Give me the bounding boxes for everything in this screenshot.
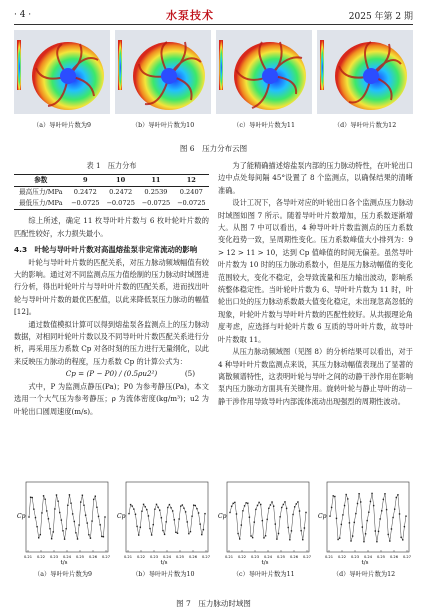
table-header-cell: 11 <box>151 176 161 185</box>
x-tick-label: 0.25 <box>176 555 185 559</box>
pressure-table <box>14 174 209 210</box>
data-point <box>240 524 241 525</box>
data-point <box>51 538 52 539</box>
data-point <box>244 505 245 506</box>
data-point <box>252 537 253 538</box>
data-point <box>138 534 139 535</box>
data-point <box>193 504 194 505</box>
data-point <box>171 507 172 508</box>
data-point <box>256 505 257 506</box>
data-point <box>281 507 282 508</box>
data-point <box>158 507 159 508</box>
data-point <box>277 533 278 534</box>
data-point <box>273 506 274 507</box>
paragraph: 设计工况下，各导叶对应的叶轮出口各个监测点压力脉动时域图如图 7 所示。随着导叶叶片数增加，压力系数逐渐增大。从图 7 中可以看出，4 种导叶叶片数监测点的压力系数变化趋势一致，呈周期性变化。压力系数峰值大小排列为：9 > 12 > 11 > 10，达到 Cp 值峰值的时间无偏差。虽然导叶叶片数为 10 时的压力脉动系数小，但是压力脉动幅值的变化范围较大，变化不稳定，会导致流量和压力输出波动，影响系统整体稳定性。当叶轮叶片数为 6、导叶叶片数为 11 时，叶轮出口处的压力脉动系数最大值变化稳定，未出现忽高忽低的现象，叶轮叶片数与导叶叶片数的匹配性较好。从共振理论角度考虑，应选择与叶轮叶片数 6 互质的导叶叶片数，故导叶叶片数取 11。 <box>218 198 413 344</box>
data-point <box>237 533 238 534</box>
data-point <box>284 501 285 502</box>
data-point <box>166 521 167 522</box>
series-line <box>230 502 306 540</box>
data-point <box>235 513 236 514</box>
x-tick-label: 0.25 <box>276 555 285 559</box>
series-line <box>129 504 205 535</box>
issue-label: 2025 年第 2 期 <box>348 11 413 22</box>
data-point <box>130 504 131 505</box>
series-line <box>330 493 406 541</box>
data-point <box>360 501 361 502</box>
data-point <box>98 516 99 517</box>
x-tick-label: 0.21 <box>23 555 33 559</box>
data-point <box>404 526 405 527</box>
data-point <box>179 518 180 519</box>
data-point <box>295 503 296 504</box>
x-tick-label: 0.22 <box>36 555 46 559</box>
data-point <box>85 515 86 516</box>
data-point <box>260 504 261 505</box>
data-point <box>265 535 266 536</box>
figure6-panel-d <box>317 30 413 138</box>
data-point <box>276 538 277 539</box>
data-point <box>386 509 387 510</box>
data-point <box>61 519 62 520</box>
data-point <box>371 493 372 494</box>
data-point <box>255 509 256 510</box>
data-point <box>54 508 55 509</box>
y-axis-label: Cp <box>117 513 126 520</box>
table-row <box>14 198 209 210</box>
data-point <box>182 504 183 505</box>
data-point <box>232 503 233 504</box>
data-point <box>28 516 29 517</box>
data-point <box>87 522 88 523</box>
data-point <box>279 516 280 517</box>
data-point <box>142 511 143 512</box>
data-point <box>305 512 306 513</box>
data-point <box>163 530 164 531</box>
figure6-panel-b <box>115 30 211 138</box>
figure7 <box>14 478 413 590</box>
time-domain-plot <box>315 478 413 566</box>
data-point <box>90 537 91 538</box>
data-point <box>242 510 243 511</box>
data-point <box>41 512 42 513</box>
table-cell: 0.2472 <box>109 188 133 197</box>
data-point <box>302 539 303 540</box>
panel-label: （c）导叶叶片数为11 <box>233 122 295 129</box>
data-point <box>70 503 71 504</box>
data-point <box>362 526 363 527</box>
data-point <box>49 528 50 529</box>
x-tick-label: 0.26 <box>189 555 198 559</box>
data-point <box>231 506 232 507</box>
data-point <box>394 508 395 509</box>
data-point <box>345 494 346 495</box>
section-heading: 4.3 叶轮与导叶叶片数对高温熔盐泵非定常流动的影响 <box>14 245 198 255</box>
data-point <box>383 499 384 500</box>
data-point <box>370 501 371 502</box>
data-point <box>400 537 401 538</box>
data-point <box>195 505 196 506</box>
data-point <box>43 495 44 496</box>
data-point <box>172 510 173 511</box>
figure6-panel-a <box>14 30 110 138</box>
panel-label: （b）导叶叶片数为10 <box>132 571 195 578</box>
y-axis-label: Cp <box>217 513 227 520</box>
equation-number: (5) <box>184 369 195 379</box>
x-tick-label: 0.21 <box>124 555 133 559</box>
time-domain-plot <box>114 478 212 566</box>
x-tick-label: 0.25 <box>376 555 385 559</box>
data-point <box>177 533 178 534</box>
data-point <box>200 523 201 524</box>
x-axis-label: t/s <box>160 560 168 566</box>
data-point <box>197 508 198 509</box>
data-point <box>331 507 332 508</box>
data-point <box>176 532 177 533</box>
data-point <box>355 513 356 514</box>
data-point <box>91 520 92 521</box>
data-point <box>129 513 130 514</box>
paragraph: 通过数值模拟计算可以得到熔盐泵各监测点上的压力脉动数据，对相同叶轮叶片数以及不同导叶叶片数匹配关系进行分析，再采用压力系数 Cp 对各时刻的压力进行无量纲化，以此来反映压力脉动的程度，压力系数 Cp 的计算公式为： <box>14 319 209 366</box>
x-tick-label: 0.22 <box>137 555 146 559</box>
data-point <box>373 505 374 506</box>
data-point <box>266 519 267 520</box>
data-point <box>384 493 385 494</box>
data-point <box>101 536 102 537</box>
figure7-panel-b <box>114 478 212 590</box>
data-point <box>387 534 388 535</box>
data-point <box>268 508 269 509</box>
data-point <box>350 540 351 541</box>
data-point <box>167 507 168 508</box>
x-tick-label: 0.27 <box>101 555 111 559</box>
x-tick-label: 0.25 <box>75 555 85 559</box>
data-point <box>103 536 104 537</box>
header-rule <box>14 24 413 25</box>
table-cell: 0.2539 <box>144 188 168 197</box>
data-point <box>300 530 301 531</box>
paragraph: 综上所述，确定 11 枚导叶叶片数与 6 枚叶轮叶片数的匹配性较好，水力损失最小。 <box>14 216 209 238</box>
data-point <box>95 496 96 497</box>
x-tick-label: 0.21 <box>324 555 333 559</box>
x-tick-label: 0.26 <box>389 555 398 559</box>
panel-label: （b）导叶叶片数为10 <box>131 122 195 129</box>
data-point <box>363 541 364 542</box>
table-header-cell: 10 <box>116 176 126 185</box>
paragraph: 为了能精确描述熔盐泵内部的压力脉动特性，在叶轮出口边中点处每间隔 45°设置了 8 个监测点，以确保结果的清晰准确。 <box>218 161 413 195</box>
data-point <box>234 502 235 503</box>
x-tick-label: 0.26 <box>289 555 298 559</box>
data-point <box>46 510 47 511</box>
table-cell: 0.2472 <box>73 188 97 197</box>
table-cell: −0.0725 <box>106 199 135 208</box>
figure6-caption: 图 6 压力分布云图 <box>179 144 248 153</box>
data-point <box>132 505 133 506</box>
data-point <box>391 528 392 529</box>
figure7-panel-d <box>315 478 413 590</box>
data-point <box>282 504 283 505</box>
right-column <box>218 160 413 408</box>
table-header-cell: 12 <box>186 176 196 185</box>
data-point <box>344 505 345 506</box>
data-point <box>349 522 350 523</box>
data-point <box>174 519 175 520</box>
data-point <box>75 532 76 533</box>
data-point <box>269 504 270 505</box>
figure7-panel-c <box>215 478 313 590</box>
data-point <box>65 528 66 529</box>
data-point <box>389 540 390 541</box>
data-point <box>365 533 366 534</box>
data-point <box>64 538 65 539</box>
data-point <box>376 541 377 542</box>
data-point <box>53 531 54 532</box>
data-point <box>190 531 191 532</box>
data-point <box>329 515 330 516</box>
time-domain-plot <box>14 478 112 566</box>
data-point <box>337 539 338 540</box>
page-number: · 4 · <box>14 10 32 20</box>
data-point <box>187 521 188 522</box>
data-point <box>298 510 299 511</box>
series-line <box>29 495 105 539</box>
data-point <box>99 524 100 525</box>
data-point <box>74 521 75 522</box>
data-point <box>248 517 249 518</box>
data-point <box>205 513 206 514</box>
x-axis-label: t/s <box>261 560 269 566</box>
data-point <box>137 526 138 527</box>
x-tick-label: 0.24 <box>163 555 172 559</box>
data-point <box>239 538 240 539</box>
data-point <box>297 501 298 502</box>
data-point <box>56 494 57 495</box>
data-point <box>198 512 199 513</box>
data-point <box>397 494 398 495</box>
panel-label: （a）导叶叶片数为9 <box>33 571 93 578</box>
x-tick-label: 0.26 <box>88 555 98 559</box>
data-point <box>104 516 105 517</box>
data-point <box>148 515 149 516</box>
y-axis-label: Cp <box>17 513 26 520</box>
data-point <box>143 504 144 505</box>
figure6 <box>14 30 413 138</box>
data-point <box>229 512 230 513</box>
equation-body: Cp = (P − P0) / (0.5ρu2²) <box>65 369 158 379</box>
data-point <box>180 505 181 506</box>
table-row <box>14 187 209 199</box>
data-point <box>78 524 79 525</box>
x-tick-label: 0.27 <box>402 555 411 559</box>
data-point <box>347 498 348 499</box>
table-header-cell: 9 <box>82 176 88 185</box>
data-point <box>36 526 37 527</box>
data-point <box>44 499 45 500</box>
table-cell: −0.0725 <box>70 199 100 208</box>
pressure-contour-image <box>317 30 413 114</box>
data-point <box>72 513 73 514</box>
data-point <box>290 530 291 531</box>
figure7-caption: 图 7 压力脉动时域图 <box>176 599 251 608</box>
data-point <box>48 518 49 519</box>
paragraph: 叶轮与导叶叶片数的匹配关系，对压力脉动频域幅值有较大的影响。通过对不同监测点压力值绘制的压力脉动时域图进行分析，得出叶轮叶片与导叶叶片数的匹配关系，进而找出叶轮与导叶叶片数的最优匹配值，以此来降低泵压力脉动的幅值[12]。 <box>14 257 209 317</box>
data-point <box>375 530 376 531</box>
x-tick-label: 0.23 <box>49 555 59 559</box>
data-point <box>287 527 288 528</box>
x-tick-label: 0.23 <box>350 555 359 559</box>
data-point <box>192 516 193 517</box>
data-point <box>354 522 355 523</box>
panel-label: （c）导叶叶片数为11 <box>232 571 295 578</box>
table-cell: 最高压力/MPa <box>19 188 63 197</box>
data-point <box>62 530 63 531</box>
data-point <box>368 512 369 513</box>
data-point <box>379 518 380 519</box>
data-point <box>83 505 84 506</box>
page-header <box>14 6 413 24</box>
data-point <box>155 508 156 509</box>
data-point <box>188 533 189 534</box>
data-point <box>358 493 359 494</box>
data-point <box>289 539 290 540</box>
data-point <box>201 534 202 535</box>
table1-caption: 表 1 压力分布 <box>86 161 137 170</box>
data-point <box>271 501 272 502</box>
data-point <box>30 497 31 498</box>
pressure-contour-image <box>115 30 211 114</box>
data-point <box>342 514 343 515</box>
panel-label: （d）导叶叶片数为12 <box>332 571 396 578</box>
data-point <box>80 501 81 502</box>
x-tick-label: 0.21 <box>224 555 233 559</box>
table-cell: 0.2407 <box>179 188 203 197</box>
data-point <box>32 497 33 498</box>
table-cell: 最低压力/MPa <box>19 199 63 208</box>
data-point <box>261 520 262 521</box>
data-point <box>159 510 160 511</box>
data-point <box>133 508 134 509</box>
data-point <box>93 499 94 500</box>
data-point <box>33 508 34 509</box>
data-point <box>263 537 264 538</box>
data-point <box>185 511 186 512</box>
left-column <box>14 160 209 418</box>
data-point <box>59 512 60 513</box>
data-point <box>150 528 151 529</box>
paragraph: 式中，P 为监测点静压(Pa)；P0 为参考静压(Pa)，本文选用一个大气压为参考静压；ρ 为流体密度(kg/m³)；u2 为叶轮出口圆周速度(m/s)。 <box>14 381 209 416</box>
data-point <box>96 507 97 508</box>
pressure-contour-image <box>216 30 312 114</box>
x-tick-label: 0.24 <box>363 555 372 559</box>
paragraph: 从压力脉动频域图（见图 8）的分析结果可以看出，对于 4 种导叶叶片数监测点来说，其压力脉动幅值表现出了显著的离散频谱特性，这表明叶轮与导叶之间的动静干涉作用在影响泵内压力脉动方面具有关键作用。旋转叶轮与静止导叶的动－静干涉作用导致导叶内部流体流动出现强烈的周期性波动。 <box>218 347 413 406</box>
data-point <box>258 502 259 503</box>
data-point <box>378 531 379 532</box>
x-tick-label: 0.27 <box>302 555 311 559</box>
data-point <box>294 506 295 507</box>
journal-name: 水泵技术 <box>165 9 214 22</box>
data-point <box>156 504 157 505</box>
data-point <box>35 517 36 518</box>
data-point <box>247 503 248 504</box>
data-point <box>77 538 78 539</box>
table-cell: −0.0725 <box>177 199 206 208</box>
data-point <box>67 505 68 506</box>
data-point <box>303 527 304 528</box>
data-point <box>140 527 141 528</box>
data-point <box>334 496 335 497</box>
data-point <box>203 529 204 530</box>
data-point <box>396 497 397 498</box>
data-point <box>57 501 58 502</box>
data-point <box>366 520 367 521</box>
data-point <box>286 508 287 509</box>
x-tick-label: 0.27 <box>202 555 211 559</box>
data-point <box>38 537 39 538</box>
data-point <box>357 503 358 504</box>
equation <box>14 368 209 380</box>
data-point <box>146 509 147 510</box>
x-tick-label: 0.24 <box>62 555 72 559</box>
data-point <box>250 535 251 536</box>
time-domain-plot <box>215 478 313 566</box>
data-point <box>164 534 165 535</box>
figure6-panel-c <box>216 30 312 138</box>
data-point <box>169 504 170 505</box>
table-cell: −0.0725 <box>141 199 171 208</box>
data-point <box>336 518 337 519</box>
data-point <box>69 494 70 495</box>
x-tick-label: 0.23 <box>250 555 259 559</box>
data-point <box>184 508 185 509</box>
data-point <box>352 535 353 536</box>
data-point <box>333 495 334 496</box>
x-tick-label: 0.24 <box>263 555 272 559</box>
data-point <box>88 534 89 535</box>
data-point <box>381 510 382 511</box>
pressure-contour-image <box>14 30 110 114</box>
data-point <box>253 521 254 522</box>
data-point <box>392 517 393 518</box>
data-point <box>40 534 41 535</box>
data-point <box>339 537 340 538</box>
data-point <box>399 513 400 514</box>
data-point <box>82 495 83 496</box>
x-tick-label: 0.22 <box>337 555 346 559</box>
data-point <box>405 515 406 516</box>
data-point <box>341 524 342 525</box>
data-point <box>151 534 152 535</box>
data-point <box>145 506 146 507</box>
x-tick-label: 0.22 <box>237 555 246 559</box>
data-point <box>245 502 246 503</box>
data-point <box>402 539 403 540</box>
x-axis-label: t/s <box>361 560 369 566</box>
data-point <box>153 524 154 525</box>
data-point <box>274 523 275 524</box>
y-axis-label: Cp <box>317 513 327 520</box>
x-axis-label: t/s <box>60 560 68 566</box>
data-point <box>292 514 293 515</box>
panel-label: （a）导叶叶片数为9 <box>32 122 92 129</box>
data-point <box>135 514 136 515</box>
table-header-cell: 参数 <box>34 176 48 185</box>
x-tick-label: 0.23 <box>150 555 159 559</box>
figure7-panel-a <box>14 478 112 590</box>
panel-label: （d）导叶叶片数为12 <box>333 122 397 129</box>
data-point <box>161 517 162 518</box>
